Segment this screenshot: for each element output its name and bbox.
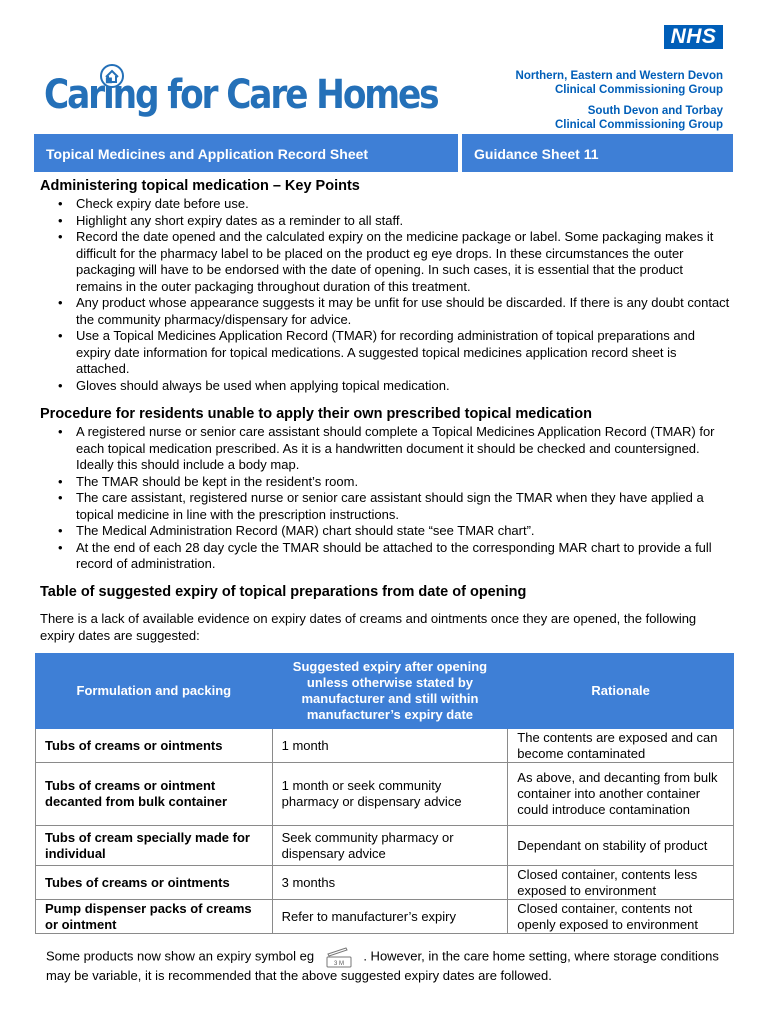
table-row bbox=[36, 763, 734, 826]
footer-text-before: Some products now show an expiry symbol eg bbox=[46, 948, 315, 964]
rationale-cell: Closed container, contents not openly exposed to environment bbox=[508, 900, 734, 934]
expiry-symbol-label: 3 M bbox=[333, 961, 344, 967]
header-suggested-expiry: Suggested expiry after opening unless otherwise stated by manufacturer and still within manufacturer’s expiry date bbox=[272, 654, 508, 729]
expiry-table bbox=[35, 653, 734, 934]
rationale-cell: Dependant on stability of product bbox=[508, 826, 734, 866]
ccg2-line1: South Devon and Torbay bbox=[587, 105, 723, 117]
table-row bbox=[36, 900, 734, 934]
footer-text-after: . However, in the care home setting, where storage conditions may be variable, it is recommended that the above suggested expiry dates are followed. bbox=[46, 948, 719, 983]
title-bar-left bbox=[34, 134, 458, 172]
ccg-northern-eastern-western-devon bbox=[423, 69, 723, 97]
list-item: • The TMAR should be kept in the resident’s room. bbox=[40, 474, 732, 491]
section2-bullet-list bbox=[40, 424, 732, 573]
expiry-cell: 1 month or seek community pharmacy or dispensary advice bbox=[272, 763, 508, 826]
list-item: • The care assistant, registered nurse or senior care assistant should sign the TMAR when they have applied a topical medicine in line with the prescription instructions. bbox=[40, 490, 732, 523]
rationale-cell: As above, and decanting from bulk container into another container could introduce contamination bbox=[508, 763, 734, 826]
table-row bbox=[36, 729, 734, 763]
list-item: • Highlight any short expiry dates as a reminder to all staff. bbox=[40, 213, 732, 230]
header-formulation: Formulation and packing bbox=[36, 654, 273, 729]
formulation-cell: Tubes of creams or ointments bbox=[36, 866, 273, 900]
formulation-cell: Tubs of creams or ointments bbox=[36, 729, 273, 763]
ccg1-line1: Northern, Eastern and Western Devon bbox=[515, 70, 723, 82]
rationale-cell: Closed container, contents less exposed to environment bbox=[508, 866, 734, 900]
brand-title: Caring for Care Homes bbox=[44, 72, 438, 118]
footer-note bbox=[46, 946, 736, 984]
expiry-cell: 3 months bbox=[272, 866, 508, 900]
table-header-row bbox=[36, 654, 734, 729]
ccg-south-devon-torbay bbox=[423, 104, 723, 132]
title-bar-right bbox=[462, 134, 733, 172]
formulation-cell: Tubs of cream specially made for individual bbox=[36, 826, 273, 866]
ccg2-line2: Clinical Commissioning Group bbox=[554, 119, 723, 131]
guidance-sheet-label: Guidance Sheet 11 bbox=[474, 146, 599, 162]
header-rationale: Rationale bbox=[508, 654, 734, 729]
table-row bbox=[36, 826, 734, 866]
list-item: • A registered nurse or senior care assistant should complete a Topical Medicines Application Record (TMAR) for each topical medication prescribed. As it is a handwritten document it should be checked and countersigned. Ideally this should include a body map. bbox=[40, 424, 732, 474]
section1-bullet-list bbox=[40, 196, 732, 394]
caring-for-care-homes-logo bbox=[44, 64, 444, 134]
list-item: • Record the date opened and the calculated expiry on the medicine package or label. Some packaging makes it difficult for the pharmacy label to be placed on the product eg eye drops. In these circumstances the outer packaging will have to be endorsed with the date of opening. In such cases, it is essential that the product remains in the outer packaging throughout duration of this treatment. bbox=[40, 229, 732, 295]
section3-intro: There is a lack of available evidence on expiry dates of creams and ointments once they are opened, the following expiry dates are suggested: bbox=[40, 611, 697, 643]
list-item: • At the end of each 28 day cycle the TMAR should be attached to the corresponding MAR chart to provide a full record of administration. bbox=[40, 540, 732, 573]
expiry-cell: Refer to manufacturer’s expiry bbox=[272, 900, 508, 934]
formulation-cell: Pump dispenser packs of creams or ointment bbox=[36, 900, 273, 934]
list-item: • The Medical Administration Record (MAR) chart should state “see TMAR chart”. bbox=[40, 523, 732, 540]
section1-heading: Administering topical medication – Key Points bbox=[40, 178, 360, 194]
table-row bbox=[36, 866, 734, 900]
list-item: • Any product whose appearance suggests it may be unfit for use should be discarded. If there is any doubt contact the community pharmacy/dispensary for advice. bbox=[40, 295, 732, 328]
nhs-logo: NHS bbox=[664, 25, 723, 49]
expiry-cell: Seek community pharmacy or dispensary advice bbox=[272, 826, 508, 866]
list-item: • Check expiry date before use. bbox=[40, 196, 732, 213]
expiry-jar-icon bbox=[322, 946, 356, 968]
list-item: • Gloves should always be used when applying topical medication. bbox=[40, 378, 732, 395]
list-item: • Use a Topical Medicines Application Record (TMAR) for recording administration of topical preparations and expiry date information for topical medications. A suggested topical medicines application record sheet is attached. bbox=[40, 328, 732, 378]
ccg1-line2: Clinical Commissioning Group bbox=[554, 84, 723, 96]
section2-heading: Procedure for residents unable to apply their own prescribed topical medication bbox=[40, 406, 592, 422]
rationale-cell: The contents are exposed and can become contaminated bbox=[508, 729, 734, 763]
section3-heading: Table of suggested expiry of topical preparations from date of opening bbox=[40, 584, 527, 600]
expiry-cell: 1 month bbox=[272, 729, 508, 763]
formulation-cell: Tubs of creams or ointment decanted from bulk container bbox=[36, 763, 273, 826]
document-title: Topical Medicines and Application Record Sheet bbox=[46, 146, 369, 162]
